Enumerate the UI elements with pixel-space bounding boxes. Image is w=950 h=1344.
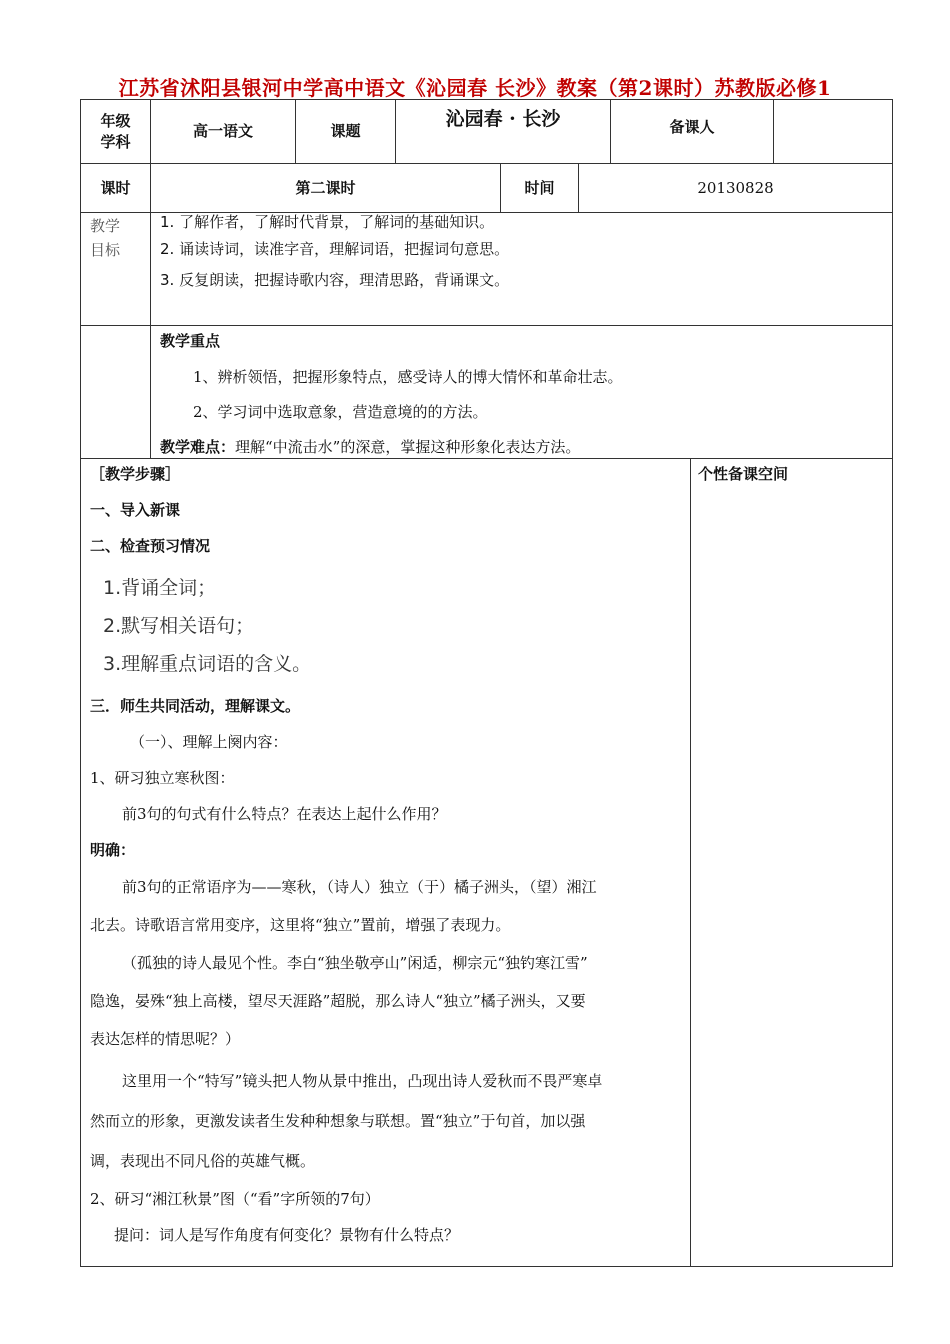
grade-value: 高一语文: [192, 122, 253, 141]
answer-line: （孤独的诗人最见个性。李白“独坐敬亭山”闲适，柳宗元“独钓寒江雪”: [122, 954, 588, 972]
key-point-item: 2、学习词中选取意象，营造意境的的方法。: [193, 403, 488, 421]
paragraph-heading: 1、研习独立寒秋图：: [90, 769, 235, 787]
topic-value: 沁园春 · 长沙: [445, 108, 561, 131]
objective-item: 3. 反复朗读，把握诗歌内容，理清思路，背诵课文。: [160, 271, 510, 289]
preview-item: 3.理解重点词语的含义。: [103, 653, 312, 675]
key-point-item: 1、辨析领悟，把握形象特点，感受诗人的博大情怀和革命壮志。: [193, 368, 623, 386]
answer-line: 隐逸，晏殊“独上高楼，望尽天涯路”超脱，那么诗人“独立”橘子洲头，又要: [90, 992, 586, 1010]
key-points-heading: 教学重点: [160, 332, 221, 350]
paragraph-heading: 2、研习“湘江秋景”图（“看”字所领的7句）: [90, 1190, 380, 1208]
preview-item: 1.背诵全词；: [103, 577, 217, 599]
answer-line: 前3句的正常语序为——寒秋，（诗人）独立（于）橘子洲头，（望）湘江: [122, 878, 597, 896]
answer-line: 这里用一个“特写”镜头把人物从景中推出，凸现出诗人爱秋而不畏严寒卓: [122, 1072, 603, 1090]
teacher-label: 备课人: [669, 118, 715, 137]
step-intro: 一、导入新课: [90, 501, 181, 519]
difficulty-text: 理解“中流击水”的深意，掌握这种形象化表达方法。: [235, 438, 581, 456]
difficulty-line: [160, 436, 580, 457]
answer-line: 然而立的形象，更激发读者生发种种想象与联想。置“独立”于句首，加以强: [90, 1112, 586, 1130]
step-preview-check: 二、检查预习情况: [90, 537, 211, 555]
document-title: 江苏省沭阳县银河中学高中语文《沁园春 长沙》教案（第2课时）苏教版必修1: [118, 76, 832, 100]
personal-space-heading: 个性备课空间: [698, 465, 789, 483]
answer-line: 北去。诗歌语言常用变序，这里将“独立”置前，增强了表现力。: [90, 916, 511, 934]
teacher-value: [774, 100, 892, 163]
answer-line: 调，表现出不同凡俗的英雄气概。: [90, 1152, 316, 1170]
preview-item: 2.默写相关语句；: [103, 615, 255, 637]
topic-label: 课题: [330, 122, 361, 141]
grade-label: 年级 学科: [100, 112, 131, 151]
question: 前3句的句式有什么特点？在表达上起什么作用？: [122, 805, 447, 823]
objective-item: 1. 了解作者，了解时代背景，了解词的基础知识。: [160, 213, 495, 231]
step-activity: 三．师生共同活动，理解课文。: [90, 697, 301, 715]
period-label: 课时: [100, 178, 131, 197]
clarify-label: 明确：: [90, 841, 136, 859]
sub-heading: （一）、理解上阕内容：: [130, 733, 288, 751]
time-label: 时间: [524, 178, 555, 197]
objectives-label: 教学 目标: [90, 217, 121, 259]
question: 提问：词人是写作角度有何变化？景物有什么特点？: [114, 1226, 460, 1244]
steps-heading: ［教学步骤］: [90, 465, 181, 483]
objective-item: 2. 诵读诗词，读准字音，理解词语，把握词句意思。: [160, 240, 510, 258]
difficulty-label: 教学难点：: [160, 438, 236, 456]
time-value: 20130828: [697, 178, 774, 197]
period-value: 第二课时: [295, 178, 356, 197]
answer-line: 表达怎样的情思呢？）: [90, 1030, 241, 1048]
